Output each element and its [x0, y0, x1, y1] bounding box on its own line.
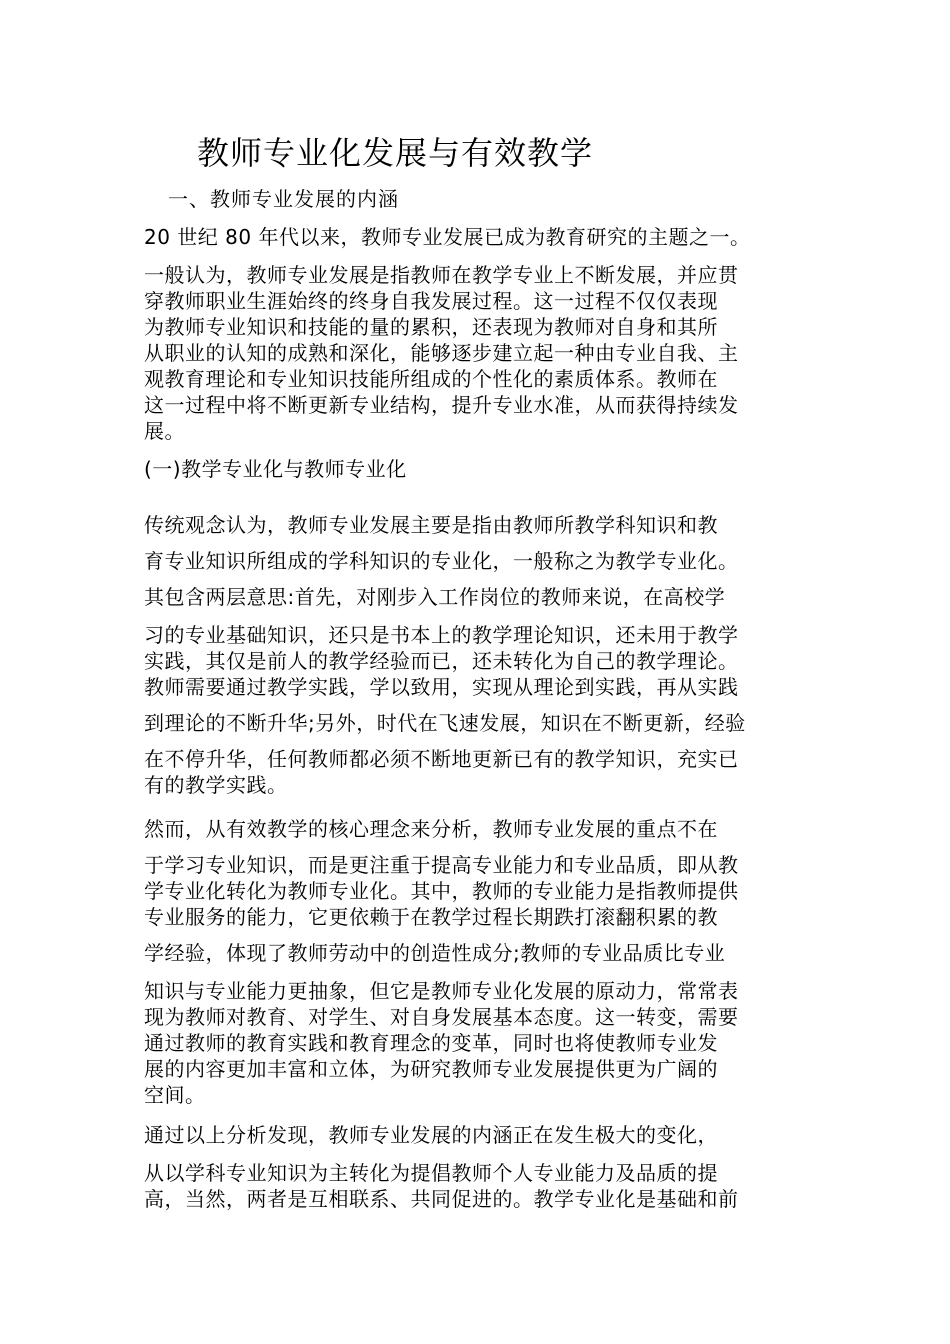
paragraph-line: 专业服务的能力，它更依赖于在教学过程长期跌打滚翻积累的教 — [144, 905, 718, 929]
paragraph-line: 学专业化转化为教师专业化。其中，教师的专业能力是指教师提供 — [144, 879, 739, 903]
paragraph-line: 到理论的不断升华;另外，时代在飞速发展，知识在不断更新，经验 — [144, 711, 746, 735]
subsection-heading: (一)教学专业化与教师专业化 — [144, 457, 407, 481]
paragraph-line: 传统观念认为，教师专业发展主要是指由教师所教学科知识和教 — [144, 513, 718, 537]
paragraph-line: 实践，其仅是前人的教学经验而已，还未转化为自己的教学理论。 — [144, 649, 739, 673]
paragraph-line: 知识与专业能力更抽象，但它是教师专业化发展的原动力，常常表 — [144, 979, 739, 1003]
paragraph-line: 从以学科专业知识为主转化为提倡教师个人专业能力及品质的提 — [144, 1161, 718, 1185]
paragraph-line: 通过以上分析发现，教师专业发展的内涵正在发生极大的变化， — [144, 1123, 718, 1147]
paragraph-line: 展的内容更加丰富和立体，为研究教师专业发展提供更为广阔的 — [144, 1057, 718, 1081]
paragraph-line: 然而，从有效教学的核心理念来分析，教师专业发展的重点不在 — [144, 817, 718, 841]
paragraph-line: 教师需要通过教学实践，学以致用，实现从理论到实践，再从实践 — [144, 675, 739, 699]
paragraph-line: 育专业知识所组成的学科知识的专业化，一般称之为教学专业化。 — [144, 549, 739, 573]
paragraph-line: 于学习专业知识，而是更注重于提高专业能力和专业品质，即从教 — [144, 853, 739, 877]
section-heading: 一、教师专业发展的内涵 — [168, 187, 399, 211]
paragraph-line: 习的专业基础知识，还只是书本上的教学理论知识，还未用于教学 — [144, 623, 739, 647]
document-title: 教师专业化发展与有效教学 — [197, 134, 594, 172]
paragraph-line: 穿教师职业生涯始终的终身自我发展过程。这一过程不仅仅表现 — [144, 289, 718, 313]
paragraph-line: 这一过程中将不断更新专业结构，提升专业水准，从而获得持续发 — [144, 393, 739, 417]
paragraph-line: 观教育理论和专业知识技能所组成的个性化的素质体系。教师在 — [144, 367, 718, 391]
paragraph-line: 展。 — [144, 419, 185, 443]
paragraph-line: 空间。 — [144, 1083, 206, 1107]
paragraph-line: 其包含两层意思:首先，对刚步入工作岗位的教师来说，在高校学 — [144, 585, 726, 609]
paragraph-line: 现为教师对教育、对学生、对自身发展基本态度。这一转变，需要 — [144, 1005, 739, 1029]
paragraph-line: 一般认为，教师专业发展是指教师在教学专业上不断发展，并应贯 — [144, 263, 739, 287]
paragraph-line: 在不停升华，任何教师都必须不断地更新已有的教学知识，充实已 — [144, 747, 739, 771]
paragraph-line: 学经验，体现了教师劳动中的创造性成分;教师的专业品质比专业 — [144, 941, 726, 965]
paragraph-line: 有的教学实践。 — [144, 773, 288, 797]
paragraph-line: 高，当然，两者是互相联系、共同促进的。教学专业化是基础和前 — [144, 1187, 739, 1211]
paragraph-line: 从职业的认知的成熟和深化，能够逐步建立起一种由专业自我、主 — [144, 341, 739, 365]
paragraph-line: 为教师专业知识和技能的量的累积，还表现为教师对自身和其所 — [144, 315, 718, 339]
paragraph-line: 20 世纪 80 年代以来，教师专业发展已成为教育研究的主题之一。 — [144, 225, 751, 249]
paragraph-line: 通过教师的教育实践和教育理念的变革，同时也将使教师专业发 — [144, 1031, 718, 1055]
